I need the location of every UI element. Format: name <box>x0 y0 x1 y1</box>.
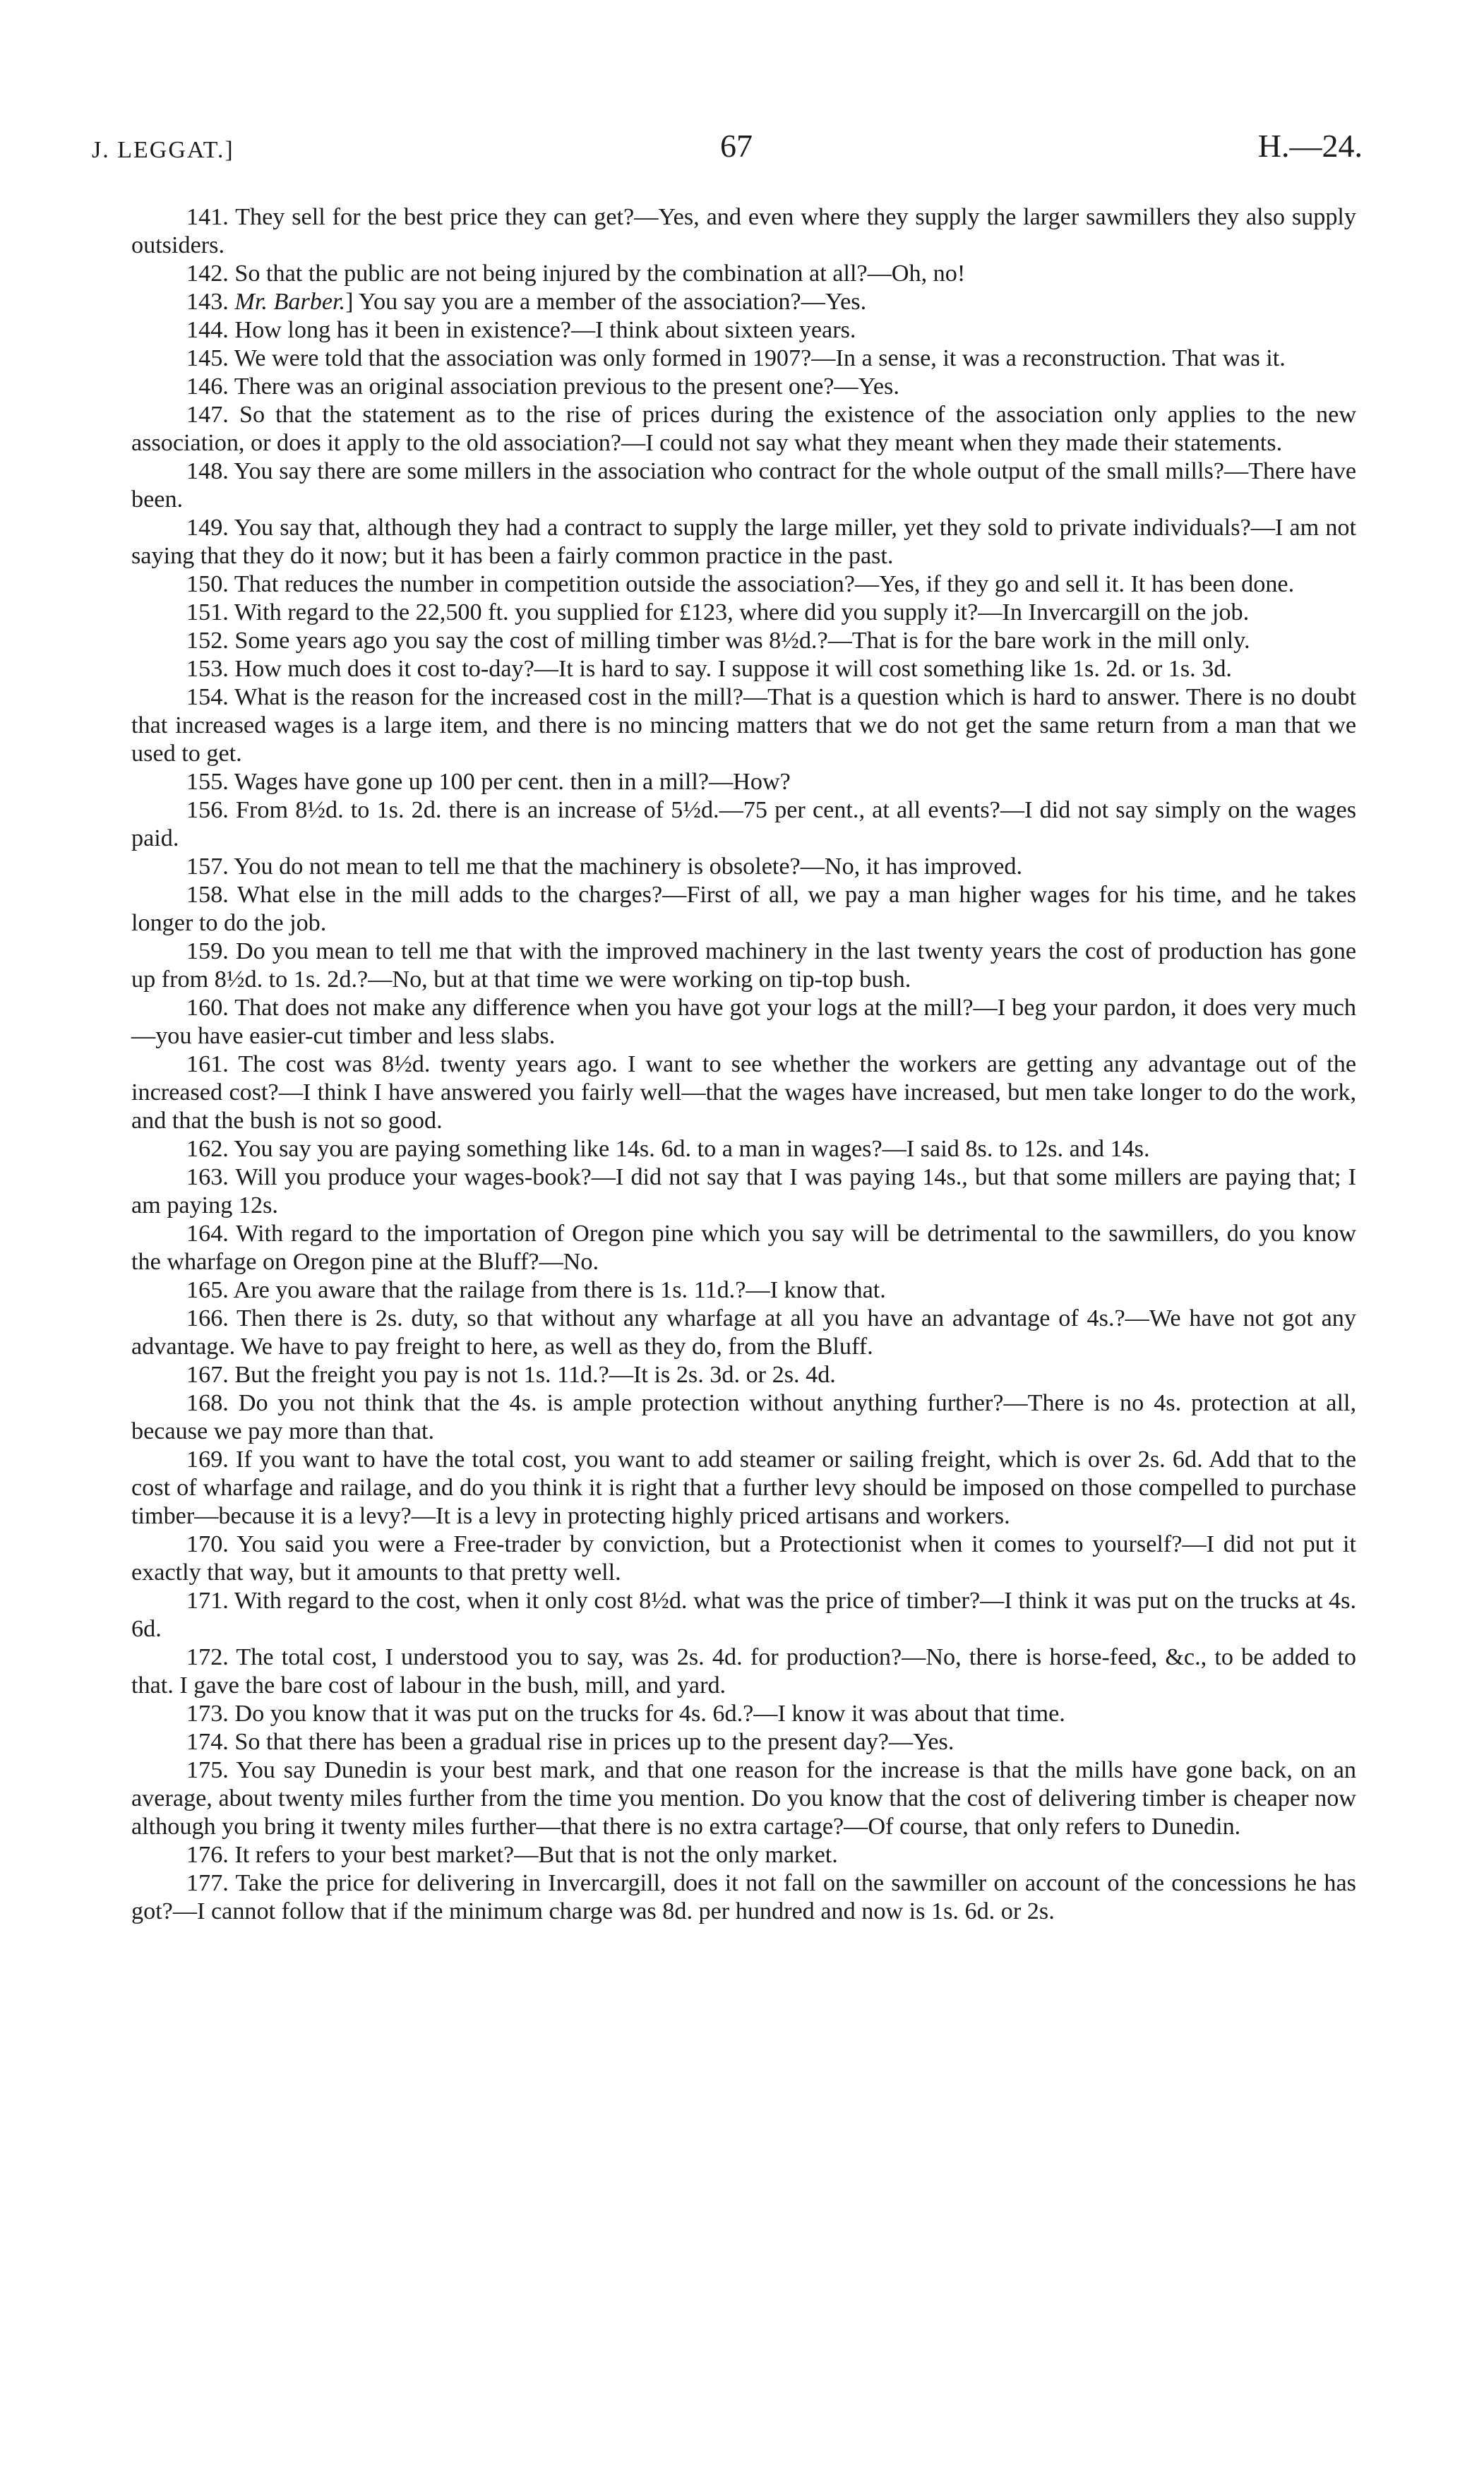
question-paragraph <box>131 457 1356 514</box>
question-paragraph <box>131 316 1356 345</box>
question-number: 155. <box>186 769 229 795</box>
question-text: How long has it been in existence?—I think about sixteen years. <box>234 317 856 343</box>
question-text: You do not mean to tell me that the machinery is obsolete?—No, it has improved. <box>234 853 1023 880</box>
question-text: There was an original association previous to the present one?—Yes. <box>234 373 899 400</box>
question-paragraph <box>131 570 1356 599</box>
speaker-name: Mr. Barber. <box>234 289 346 315</box>
question-number: 153. <box>186 656 229 682</box>
question-text: Will you produce your wages-book?—I did not say that I was paying 14s., but that some millers are paying that; I am paying 12s. <box>131 1164 1356 1218</box>
question-text: What is the reason for the increased cost in the mill?—That is a question which is hard to answer. There is no doubt that increased wages is a large item, and there is no mincing matters that we do not get the same return from a man that we used to get. <box>131 684 1356 767</box>
question-text: Wages have gone up 100 per cent. then in a mill?—How? <box>234 769 791 795</box>
question-paragraph <box>131 401 1356 457</box>
question-number: 149. <box>186 515 229 541</box>
question-number: 157. <box>186 853 229 880</box>
question-number: 162. <box>186 1136 229 1162</box>
question-number: 167. <box>186 1362 229 1388</box>
question-number: 172. <box>186 1644 229 1670</box>
question-text: You say there are some millers in the association who contract for the whole output of the small mills?—There have been. <box>131 458 1356 513</box>
question-text: Do you not think that the 4s. is ample protection without anything further?—There is no 4s. protection at all, because we pay more than that. <box>131 1390 1356 1444</box>
question-text: If you want to have the total cost, you want to add steamer or sailing freight, which is over 2s. 6d. Add that to the cost of wharfage and railage, and do you think it is right that a further levy should be imposed on those compelled to purchase timber—because it is a levy?—It is a levy in protecting highly priced artisans and workers. <box>131 1446 1356 1529</box>
question-paragraph <box>131 627 1356 655</box>
question-number: 176. <box>186 1842 229 1868</box>
question-text: So that the statement as to the rise of prices during the existence of the association only applies to the new association, or does it apply to the old association?—I could not say what they meant when they made their statements. <box>131 402 1357 456</box>
question-number: 171. <box>186 1588 229 1614</box>
question-paragraph <box>131 1163 1356 1220</box>
question-number: 158. <box>186 882 229 908</box>
question-paragraph <box>131 1728 1356 1756</box>
question-number: 169. <box>186 1446 229 1473</box>
question-number: 175. <box>186 1757 229 1783</box>
question-text: But the freight you pay is not 1s. 11d.?—It is 2s. 3d. or 2s. 4d. <box>234 1362 836 1388</box>
question-text: That reduces the number in competition outside the association?—Yes, if they go and sell it. It has been done. <box>234 571 1295 597</box>
question-text: You said you were a Free-trader by conviction, but a Protectionist when it comes to yourself?—I did not put it exactly that way, but it amounts to that pretty well. <box>131 1531 1356 1586</box>
question-text: The cost was 8½d. twenty years ago. I want to see whether the workers are getting any advantage out of the increased cost?—I think I have answered you fairly well—that the wages have increased, but men take longer to do the work, and that the bush is not so good. <box>131 1051 1356 1134</box>
question-paragraph <box>131 373 1356 401</box>
question-number: 174. <box>186 1729 229 1755</box>
question-paragraph <box>131 1389 1356 1446</box>
question-number: 164. <box>186 1221 229 1247</box>
question-number: 161. <box>186 1051 229 1077</box>
question-paragraph <box>131 1276 1356 1305</box>
question-text: They sell for the best price they can get?—Yes, and even where they supply the larger sawmillers they also supply outsiders. <box>131 204 1357 258</box>
question-text: With regard to the 22,500 ft. you supplied for £123, where did you supply it?—In Invercargill on the job. <box>234 599 1250 625</box>
question-text: Do you mean to tell me that with the improved machinery in the last twenty years the cost of production has gone up from 8½d. to 1s. 2d.?—No, but at that time we were working on tip-top bush. <box>131 938 1357 993</box>
question-text: Do you know that it was put on the trucks for 4s. 6d.?—I know it was about that time. <box>234 1701 1065 1727</box>
question-paragraph <box>131 1135 1356 1163</box>
question-paragraph <box>131 514 1356 570</box>
question-number: 150. <box>186 571 229 597</box>
question-number: 142. <box>186 260 229 287</box>
question-paragraph <box>131 345 1356 373</box>
question-text: So that there has been a gradual rise in prices up to the present day?—Yes. <box>234 1729 955 1755</box>
question-paragraph <box>131 1446 1356 1530</box>
question-paragraph <box>131 1305 1356 1361</box>
question-text: You say you are paying something like 14s. 6d. to a man in wages?—I said 8s. to 12s. and 14s. <box>234 1136 1150 1162</box>
question-text: From 8½d. to 1s. 2d. there is an increase of 5½d.—75 per cent., at all events?—I did not say simply on the wages paid. <box>131 797 1356 851</box>
question-text: So that the public are not being injured by the combination at all?—Oh, no! <box>234 260 966 287</box>
question-paragraph <box>131 853 1356 881</box>
question-paragraph <box>131 683 1356 768</box>
evidence-body <box>131 203 1356 1926</box>
question-paragraph <box>131 1643 1356 1700</box>
question-number: 145. <box>186 345 229 371</box>
question-paragraph <box>131 1756 1356 1841</box>
question-text: With regard to the cost, when it only cost 8½d. what was the price of timber?—I think it was put on the trucks at 4s. 6d. <box>131 1588 1356 1642</box>
question-text: You say Dunedin is your best mark, and that one reason for the increase is that the mills have gone back, on an average, about twenty miles further from the time you mention. Do you know that the cost of delivering timber is cheaper now although you bring it twenty miles further—that there is no extra cartage?—Of course, that only refers to Dunedin. <box>131 1757 1356 1840</box>
question-number: 168. <box>186 1390 229 1416</box>
question-text: Then there is 2s. duty, so that without any wharfage at all you have an advantage of 4s.?—We have not got any advantage. We have to pay freight to here, as well as they do, from the Bluff. <box>131 1305 1356 1360</box>
page-header <box>92 127 1363 184</box>
question-text: We were told that the association was only formed in 1907?—In a sense, it was a reconstruction. That was it. <box>234 345 1286 371</box>
question-number: 173. <box>186 1701 229 1727</box>
question-text: ] You say you are a member of the association?—Yes. <box>345 289 867 315</box>
question-number: 151. <box>186 599 229 625</box>
question-text: How much does it cost to-day?—It is hard to say. I suppose it will cost something like 1s. 2d. or 1s. 3d. <box>234 656 1232 682</box>
question-text: Some years ago you say the cost of milling timber was 8½d.?—That is for the bare work in the mill only. <box>234 628 1250 654</box>
question-number: 165. <box>186 1277 229 1303</box>
question-paragraph <box>131 203 1356 260</box>
question-paragraph <box>131 655 1356 683</box>
question-paragraph <box>131 1220 1356 1276</box>
question-number: 159. <box>186 938 229 964</box>
question-paragraph <box>131 288 1356 316</box>
question-paragraph <box>131 1530 1356 1587</box>
question-text: Take the price for delivering in Invercargill, does it not fall on the sawmiller on account of the concessions he has got?—I cannot follow that if the minimum charge was 8d. per hundred and now is 1s. 6d. or 2s. <box>131 1870 1356 1924</box>
question-paragraph <box>131 796 1356 853</box>
question-number: 141. <box>186 204 229 230</box>
question-number: 177. <box>186 1870 229 1896</box>
question-text: Are you aware that the railage from there is 1s. 11d.?—I know that. <box>233 1277 886 1303</box>
question-paragraph <box>131 1841 1356 1869</box>
question-text: It refers to your best market?—But that is not the only market. <box>234 1842 838 1868</box>
question-number: 152. <box>186 628 229 654</box>
document-reference: H.—24. <box>1257 128 1363 164</box>
question-text: What else in the mill adds to the charges?—First of all, we pay a man higher wages for his time, and he takes longer to do the job. <box>131 882 1356 936</box>
question-number: 156. <box>186 797 229 823</box>
question-paragraph <box>131 938 1356 994</box>
question-paragraph <box>131 1700 1356 1728</box>
page-number: 67 <box>720 128 753 164</box>
question-paragraph <box>131 599 1356 627</box>
question-number: 163. <box>186 1164 229 1190</box>
witness-name: J. LEGGAT.] <box>92 137 234 163</box>
question-text: That does not make any difference when you have got your logs at the mill?—I beg your pardon, it does very much—you have easier-cut timber and less slabs. <box>131 995 1356 1049</box>
question-paragraph <box>131 1050 1356 1135</box>
question-paragraph <box>131 1587 1356 1643</box>
question-text: You say that, although they had a contract to supply the large miller, yet they sold to private individuals?—I am not saying that they do it now; but it has been a fairly common practice in the past. <box>131 515 1357 569</box>
question-number: 147. <box>186 402 229 428</box>
question-paragraph <box>131 260 1356 288</box>
question-number: 144. <box>186 317 229 343</box>
question-text: The total cost, I understood you to say, was 2s. 4d. for production?—No, there is horse-feed, &c., to be added to that. I gave the bare cost of labour in the bush, mill, and yard. <box>131 1644 1356 1699</box>
question-paragraph <box>131 1869 1356 1926</box>
question-paragraph <box>131 768 1356 796</box>
question-paragraph <box>131 881 1356 938</box>
question-number: 170. <box>186 1531 229 1557</box>
question-number: 166. <box>186 1305 229 1331</box>
question-number: 160. <box>186 995 229 1021</box>
question-text: With regard to the importation of Oregon pine which you say will be detrimental to the sawmillers, do you know the wharfage on Oregon pine at the Bluff?—No. <box>131 1221 1356 1275</box>
question-number: 148. <box>186 458 229 484</box>
question-paragraph <box>131 1361 1356 1389</box>
question-number: 154. <box>186 684 229 710</box>
question-number: 146. <box>186 373 229 400</box>
question-paragraph <box>131 994 1356 1050</box>
question-number: 143. <box>186 289 229 315</box>
